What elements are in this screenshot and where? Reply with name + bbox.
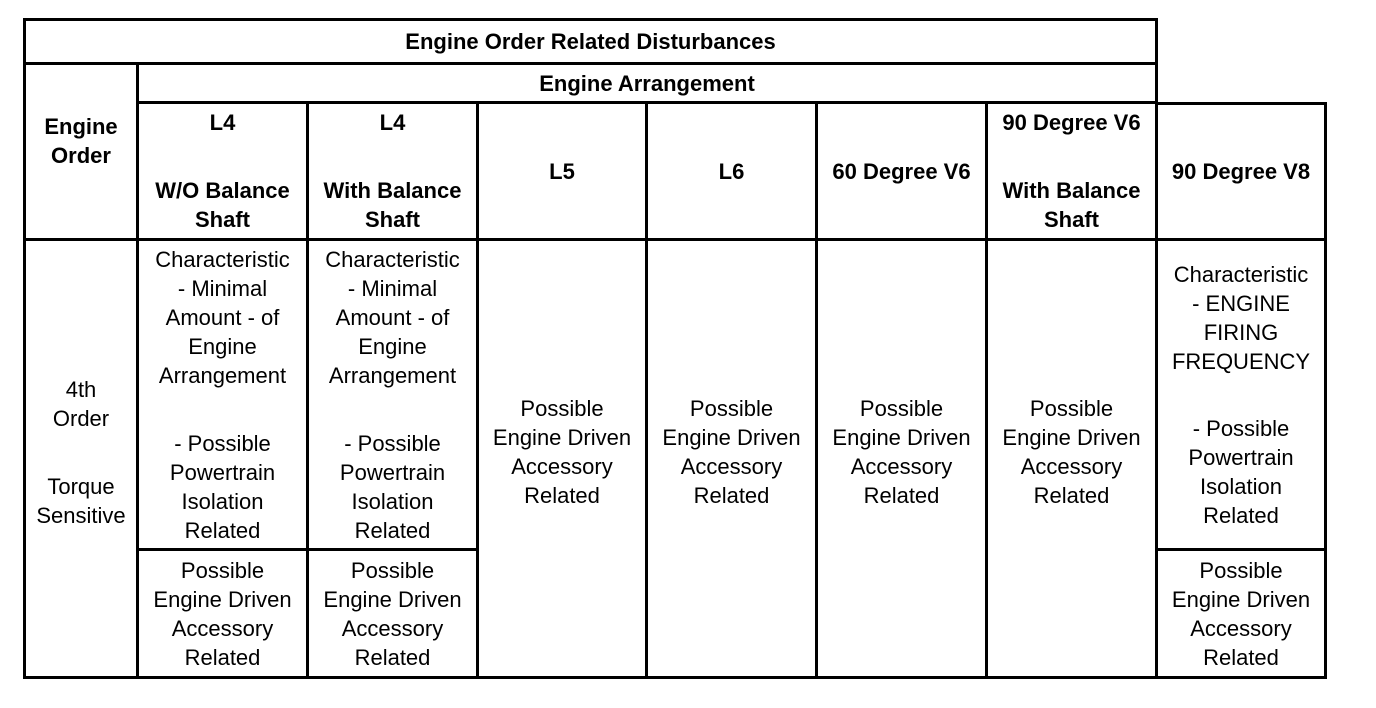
column-header-bottom-line1: With Balance — [1002, 178, 1141, 203]
cell-text-line: - ENGINE — [1192, 290, 1290, 316]
cell-90-degree-v8-characteristic — [1158, 241, 1324, 548]
column-header-90-degree-v6 — [988, 104, 1155, 238]
cell-l6-accessory — [648, 241, 815, 676]
cell-text-line: - Minimal — [177, 275, 268, 301]
cell-text-line: Accessory — [171, 615, 274, 641]
cell-text-line: Engine Driven — [153, 586, 292, 612]
cell-text-line: Amount - of — [165, 304, 280, 330]
column-header-60-degree-v6: 60 Degree V6 — [832, 158, 971, 184]
cell-text-line: - Minimal — [347, 275, 438, 301]
cell-text-line: - Possible — [174, 430, 271, 456]
engine-order-header-line2: Order — [51, 142, 111, 168]
column-header-l6: L6 — [718, 158, 745, 184]
cell-90-degree-v6-accessory — [988, 241, 1155, 676]
cell-text-line: Related — [184, 644, 261, 670]
cell-text-line: Characteristic — [155, 246, 290, 272]
cell-60-degree-v6-accessory — [818, 241, 985, 676]
cell-text-line: Engine Driven — [662, 424, 801, 450]
row-label-order-line2: Order — [52, 406, 110, 431]
cell-text-line: Engine — [358, 333, 427, 359]
column-header-bottom-line2: Shaft — [195, 207, 250, 232]
cell-text-line: Related — [524, 482, 600, 508]
column-header-bottom-line2: Shaft — [365, 207, 420, 232]
cell-text-line: Engine Driven — [323, 586, 462, 612]
table-bottom-border — [23, 676, 1327, 679]
cell-text-line: Characteristic — [1173, 261, 1309, 287]
table-title: Engine Order Related Disturbances — [405, 29, 776, 54]
cell-text-line: FREQUENCY — [1171, 348, 1311, 374]
engine-order-header-line1: Engine — [44, 113, 118, 139]
cell-text-line: Accessory — [1020, 453, 1123, 479]
cell-text-line: Engine Driven — [1002, 424, 1141, 450]
column-header-l5: L5 — [549, 158, 575, 184]
cell-text-line: Related — [863, 482, 940, 508]
row-label-sensitivity-line1: Torque — [47, 474, 115, 499]
cell-90-degree-v8-accessory — [1158, 551, 1324, 676]
cell-text-line: Related — [354, 644, 431, 670]
cell-text-line: Related — [1203, 644, 1279, 670]
column-header-bottom-line1: W/O Balance — [155, 178, 290, 203]
cell-l4-no-balance-accessory — [139, 551, 306, 676]
column-header-l4-no-balance — [139, 104, 306, 238]
cell-text-line: Powertrain — [1188, 444, 1294, 470]
cell-text-line: Isolation — [1200, 473, 1282, 499]
cell-text-line: Accessory — [1190, 615, 1292, 641]
cell-text-line: FIRING — [1203, 319, 1279, 345]
cell-text-line: Engine Driven — [832, 424, 971, 450]
cell-l4-balance-accessory — [309, 551, 476, 676]
cell-text-line: Powertrain — [169, 459, 276, 485]
engine-arrangement-header: Engine Arrangement — [539, 70, 755, 96]
cell-text-line: Engine Driven — [492, 424, 632, 450]
cell-text-line: Amount - of — [335, 304, 450, 330]
column-header-bottom-line1: With Balance — [323, 178, 462, 203]
column-header-bottom-line2: Shaft — [1044, 207, 1099, 232]
cell-text-line: Engine — [188, 333, 257, 359]
cell-text-line: Powertrain — [339, 459, 446, 485]
row-label-sensitivity-line2: Sensitive — [36, 503, 126, 528]
column-header-top: 90 Degree V6 — [1002, 110, 1141, 135]
cell-text-line: Accessory — [341, 615, 444, 641]
cell-text-line: Possible — [689, 395, 774, 421]
column-header-l4-balance — [309, 104, 476, 238]
row-label-4th-order — [26, 241, 136, 676]
cell-text-line: Characteristic — [325, 246, 460, 272]
cell-l5-accessory — [479, 241, 645, 676]
cell-text-line: Arrangement — [328, 362, 457, 388]
cell-text-line: Accessory — [680, 453, 783, 479]
cell-l4-balance-characteristic — [309, 241, 476, 548]
cell-text-line: Engine Driven — [1171, 586, 1311, 612]
cell-text-line: Arrangement — [158, 362, 287, 388]
cell-text-line: Related — [354, 517, 431, 543]
cell-text-line: Possible — [180, 557, 265, 583]
cell-text-line: Related — [184, 517, 261, 543]
cell-text-line: Possible — [520, 395, 604, 421]
column-header-top: L4 — [209, 110, 236, 135]
cell-text-line: Accessory — [511, 453, 613, 479]
cell-text-line: Possible — [859, 395, 944, 421]
cell-text-line: Related — [1033, 482, 1110, 508]
cell-text-line: Isolation — [181, 488, 264, 514]
column-header-top: L4 — [379, 110, 406, 135]
engine-order-header — [26, 65, 136, 238]
row-label-order-line1: 4th — [65, 377, 97, 402]
cell-text-line: - Possible — [1192, 415, 1290, 441]
cell-text-line: Possible — [1029, 395, 1114, 421]
cell-text-line: Related — [1203, 502, 1279, 528]
column-header-90-degree-v8: 90 Degree V8 — [1171, 159, 1311, 184]
cell-text-line: - Possible — [344, 430, 441, 456]
cell-text-line: Related — [693, 482, 770, 508]
table-right-border — [1324, 102, 1327, 679]
cell-text-line: Accessory — [850, 453, 953, 479]
cell-text-line: Isolation — [351, 488, 434, 514]
cell-text-line: Possible — [1199, 557, 1283, 583]
cell-l4-no-balance-characteristic — [139, 241, 306, 548]
cell-text-line: Possible — [350, 557, 435, 583]
